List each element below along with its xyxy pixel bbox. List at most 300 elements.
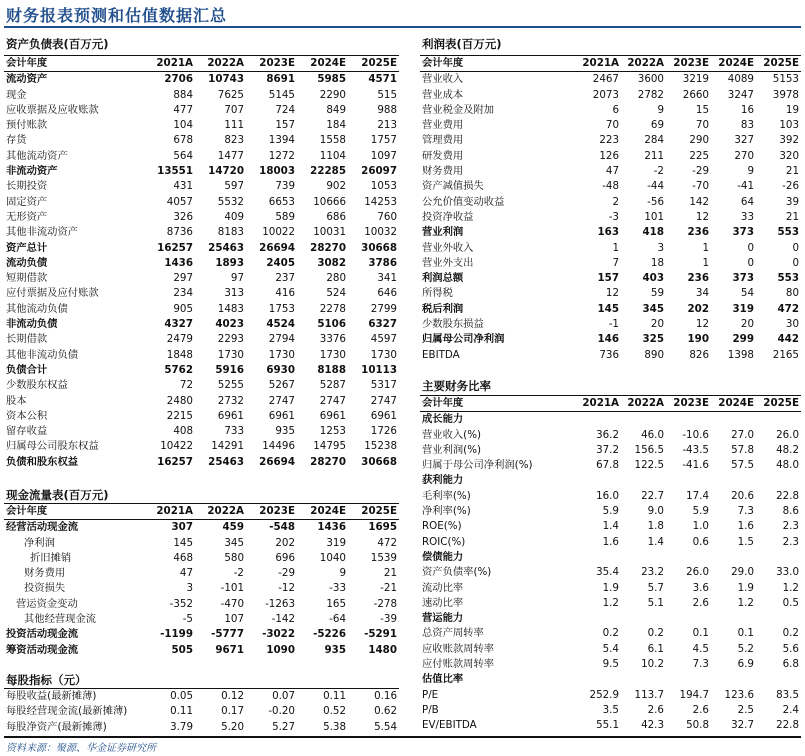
cell-value: 34	[695, 287, 709, 300]
cell-value: 373	[732, 272, 754, 285]
cell-value: 5.9	[692, 505, 709, 518]
table-row	[4, 455, 399, 470]
cell-value: 5317	[370, 379, 397, 392]
cell-value: 3786	[368, 256, 397, 269]
cell-value: 2480	[166, 394, 193, 407]
table-row	[4, 103, 399, 118]
cell-value: 47	[179, 567, 193, 580]
cell-value: -44	[647, 180, 664, 193]
row-label: 税后利润	[422, 302, 464, 315]
ratios-title: 主要财务比率	[422, 379, 491, 393]
row-label: 营业收入(%)	[422, 428, 482, 441]
cell-value	[576, 611, 621, 626]
cell-value: 320	[779, 149, 799, 162]
row-label: 管理费用	[422, 134, 464, 147]
cell-value: 2706	[164, 73, 193, 86]
cell-value: 8188	[317, 363, 346, 376]
cell-value: 211	[644, 149, 664, 162]
cell-value: 57.5	[731, 459, 754, 472]
cell-value: 884	[173, 88, 193, 101]
table-header-row	[420, 396, 801, 412]
cell-value: 325	[642, 333, 664, 346]
cell-value: 890	[644, 348, 664, 361]
cell-value: 26097	[361, 165, 397, 178]
cell-value: 5.54	[374, 720, 397, 733]
table-row	[4, 409, 399, 424]
cell-value: 905	[173, 302, 193, 315]
cell-value: -12	[278, 582, 295, 595]
cell-value: 5.27	[272, 720, 295, 733]
table-row	[420, 596, 801, 611]
cell-value: 184	[326, 119, 346, 132]
cell-value: 145	[173, 536, 193, 549]
table-row	[420, 348, 801, 363]
table-row	[4, 88, 399, 103]
cell-value: -548	[269, 521, 295, 534]
table-row	[420, 581, 801, 596]
table-row	[4, 439, 399, 454]
cell-value: 8691	[266, 73, 295, 86]
cell-value: 9.0	[647, 505, 664, 518]
cell-value: 202	[275, 536, 295, 549]
cell-value: 33	[740, 210, 754, 223]
cell-value: -33	[329, 582, 346, 595]
row-label: 流动负债	[6, 256, 48, 269]
table-row	[4, 581, 399, 596]
cell-value: 597	[224, 180, 244, 193]
cell-value: 3	[186, 582, 193, 595]
row-label: 少数股东权益	[6, 379, 68, 392]
cell-value: 3.6	[692, 581, 709, 594]
cell-value: 736	[599, 348, 619, 361]
cell-value	[666, 412, 711, 428]
cell-value: 1480	[368, 643, 397, 656]
table-row	[420, 489, 801, 504]
cell-value: 4571	[368, 73, 397, 86]
table-row	[420, 210, 801, 225]
cell-value: 319	[326, 536, 346, 549]
cell-value: 739	[275, 180, 295, 193]
row-label: 应收账款周转率	[422, 642, 495, 655]
cell-value: 10022	[262, 226, 295, 239]
header-year: 2022A	[621, 56, 666, 72]
cell-value: 0.62	[374, 705, 397, 718]
table-row	[4, 394, 399, 409]
cell-value: 2.5	[737, 703, 754, 716]
cell-value: 686	[326, 210, 346, 223]
row-label: 少数股东损益	[422, 318, 484, 331]
cell-value: 10666	[313, 195, 346, 208]
cell-value: 1.6	[737, 520, 754, 533]
cell-value: 1757	[370, 134, 397, 147]
table-row	[420, 550, 801, 565]
cell-value: 15	[695, 103, 709, 116]
cell-value: 107	[224, 613, 244, 626]
cell-value: 589	[275, 210, 295, 223]
row-label: 偿债能力	[422, 550, 464, 563]
header-label: 会计年度	[420, 396, 576, 412]
cell-value	[756, 672, 801, 687]
cell-value: 1558	[319, 134, 346, 147]
cell-value	[756, 412, 801, 428]
row-label: 折旧摊销	[30, 551, 72, 564]
cell-value: 5153	[772, 73, 799, 86]
cell-value: 25463	[208, 241, 244, 254]
header-label: 会计年度	[420, 56, 576, 72]
row-label: 毛利率(%)	[422, 489, 471, 502]
cell-value: 97	[230, 272, 244, 285]
cell-value: 392	[779, 134, 799, 147]
row-label: P/B	[422, 703, 439, 716]
cell-value: 760	[377, 210, 397, 223]
row-label: 营业利润(%)	[422, 443, 482, 456]
table-row	[420, 164, 801, 179]
title-rule	[4, 26, 801, 28]
table-row	[420, 428, 801, 443]
cell-value: 935	[324, 643, 346, 656]
cell-value: 194.7	[679, 688, 709, 701]
cell-value: 826	[689, 348, 709, 361]
cell-value: 30668	[361, 241, 397, 254]
cell-value: 4.5	[692, 642, 709, 655]
cell-value: 270	[734, 149, 754, 162]
cell-value: 22.8	[776, 489, 799, 502]
cell-value: 1253	[319, 425, 346, 438]
table-row	[420, 626, 801, 641]
cell-value	[711, 611, 756, 626]
income-title: 利润表(百万元)	[422, 37, 502, 51]
cell-value: 5287	[319, 379, 346, 392]
cell-value: 646	[377, 287, 397, 300]
cell-value: 678	[173, 134, 193, 147]
cell-value: 2	[612, 195, 619, 208]
cell-value: 6930	[266, 363, 295, 376]
cell-value: 280	[326, 272, 346, 285]
cell-value: 10422	[160, 440, 193, 453]
cell-value: 54	[740, 287, 754, 300]
table-row	[420, 72, 801, 88]
cell-value: 5.20	[221, 720, 244, 733]
cell-value: 0.1	[692, 627, 709, 640]
cell-value: 237	[275, 272, 295, 285]
row-label: 资产总计	[6, 241, 48, 254]
cell-value: 32.7	[731, 719, 754, 732]
cell-value: 225	[689, 149, 709, 162]
cell-value: 0	[747, 241, 754, 254]
table-row	[4, 332, 399, 347]
header-year: 2022A	[621, 396, 666, 412]
cell-value: 459	[222, 521, 244, 534]
cell-value: 16257	[157, 455, 193, 468]
row-label: 负债合计	[6, 363, 48, 376]
cell-value: 1090	[266, 643, 295, 656]
cell-value: 297	[173, 272, 193, 285]
cell-value	[666, 611, 711, 626]
cell-value: 1040	[319, 551, 346, 564]
cell-value: 0.2	[782, 627, 799, 640]
cell-value: 5.1	[647, 596, 664, 609]
table-row	[4, 348, 399, 363]
table-row	[4, 241, 399, 256]
cell-value: 2.6	[647, 703, 664, 716]
cell-value: -1263	[265, 597, 295, 610]
row-label: 营业外收入	[422, 241, 474, 254]
cell-value: 6	[612, 103, 619, 116]
cell-value: 2278	[319, 302, 346, 315]
cell-value: 418	[642, 226, 664, 239]
cell-value: 190	[687, 333, 709, 346]
cell-value: 3600	[637, 73, 664, 86]
row-label: 营业收入	[422, 73, 464, 86]
cell-value: 2479	[166, 333, 193, 346]
cell-value: 83	[740, 119, 754, 132]
cell-value: 2782	[637, 88, 664, 101]
cell-value: 6961	[319, 409, 346, 422]
table-row	[420, 332, 801, 347]
cell-value: 10.2	[641, 658, 664, 671]
row-label: 存货	[6, 134, 27, 147]
ratios-table	[420, 395, 801, 734]
cell-value: -142	[271, 613, 295, 626]
cell-value: 26694	[259, 241, 295, 254]
row-label: 净利润	[24, 536, 55, 549]
row-label: 无形资产	[6, 210, 48, 223]
cell-value: 22.7	[641, 489, 664, 502]
cell-value: 1695	[368, 521, 397, 534]
header-year: 2024E	[711, 56, 756, 72]
cashflow-table	[4, 503, 399, 658]
cell-value: 4057	[166, 195, 193, 208]
row-label: 现金	[6, 88, 27, 101]
cell-value: 3.5	[602, 703, 619, 716]
row-label: EV/EBITDA	[422, 719, 477, 732]
cell-value: 27.0	[731, 428, 754, 441]
row-label: 每股经营现金流(最新摊薄)	[6, 705, 128, 718]
cell-value: 8.6	[782, 505, 799, 518]
cell-value: 327	[734, 134, 754, 147]
cell-value: 163	[597, 226, 619, 239]
cell-value: -10.6	[682, 428, 709, 441]
row-label: 营运资金变动	[16, 597, 78, 610]
header-label: 会计年度	[4, 56, 144, 72]
row-label: 营业外支出	[422, 256, 474, 269]
table-row	[4, 164, 399, 179]
table-row	[420, 179, 801, 194]
cell-value: -26	[782, 180, 799, 193]
table-row	[4, 424, 399, 439]
cell-value: 5985	[317, 73, 346, 86]
cell-value: 70	[605, 119, 619, 132]
cell-value: 0.5	[782, 596, 799, 609]
cashflow-title: 现金流量表(百万元)	[6, 488, 109, 502]
table-row	[4, 317, 399, 332]
cell-value: 2794	[268, 333, 295, 346]
cell-value	[711, 550, 756, 565]
table-row	[4, 704, 399, 719]
row-label: 净利率(%)	[422, 505, 471, 518]
row-label: 筹资活动现金流	[6, 643, 79, 656]
pershare-title: 每股指标（元）	[6, 673, 87, 687]
cell-value: -5291	[364, 628, 397, 641]
cell-value: 67.8	[596, 459, 619, 472]
cell-value	[576, 412, 621, 428]
page-title: 财务报表预测和估值数据汇总	[6, 6, 228, 25]
cell-value: 935	[275, 425, 295, 438]
table-row	[4, 118, 399, 133]
cell-value: 252.9	[589, 688, 619, 701]
cell-value: 5.6	[782, 642, 799, 655]
cell-value: 403	[642, 272, 664, 285]
row-label: 所得税	[422, 287, 453, 300]
cell-value: 0	[792, 256, 799, 269]
cell-value: 1.2	[737, 596, 754, 609]
cell-value: 12	[605, 287, 619, 300]
row-label: 研发费用	[422, 149, 464, 162]
row-label: 投资活动现金流	[6, 628, 79, 641]
cell-value: -64	[329, 613, 346, 626]
header-year: 2021A	[144, 56, 195, 72]
cell-value: 345	[642, 302, 664, 315]
row-label: 流动比率	[422, 581, 464, 594]
table-row	[420, 286, 801, 301]
cell-value: -56	[647, 195, 664, 208]
cell-value: 2405	[266, 256, 295, 269]
cell-value: 1730	[217, 348, 244, 361]
table-row	[4, 286, 399, 301]
cell-value	[576, 473, 621, 488]
cell-value: 5532	[217, 195, 244, 208]
cell-value	[666, 550, 711, 565]
row-label: 非流动负债	[6, 318, 58, 331]
cell-value: 2747	[268, 394, 295, 407]
cell-value: 80	[785, 287, 799, 300]
cell-value: 18003	[259, 165, 295, 178]
cell-value: 1.4	[647, 535, 664, 548]
row-label: 留存收益	[6, 425, 48, 438]
cell-value: 10743	[208, 73, 244, 86]
cell-value: -1	[608, 318, 619, 331]
cell-value: 0.16	[348, 689, 399, 705]
row-label: 其他经营现金流	[24, 613, 97, 626]
cell-value: -101	[220, 582, 244, 595]
cell-value: 12	[695, 210, 709, 223]
table-row	[4, 210, 399, 225]
cell-value: 2.3	[782, 520, 799, 533]
cell-value: 1730	[319, 348, 346, 361]
cell-value: 515	[377, 88, 397, 101]
cell-value: 21	[383, 567, 397, 580]
row-label: 应付票据及应付账款	[6, 287, 99, 300]
cell-value: 35.4	[596, 566, 619, 579]
cell-value: 10113	[361, 363, 397, 376]
cell-value	[621, 412, 666, 428]
cell-value: 3082	[317, 256, 346, 269]
cell-value: 2747	[319, 394, 346, 407]
cell-value: 3978	[772, 88, 799, 101]
cell-value: 1.2	[782, 581, 799, 594]
row-label: 其他流动资产	[6, 149, 68, 162]
cell-value: 16257	[157, 241, 193, 254]
cell-value: 2215	[166, 409, 193, 422]
cell-value: 223	[599, 134, 619, 147]
table-row	[4, 378, 399, 393]
cell-value: 4089	[727, 73, 754, 86]
cell-value: 59	[650, 287, 664, 300]
header-year: 2023E	[666, 396, 711, 412]
cell-value: 416	[275, 287, 295, 300]
cell-value: 13551	[157, 165, 193, 178]
cell-value: 1730	[370, 348, 397, 361]
cell-value: 33.0	[776, 566, 799, 579]
cell-value: 123.6	[724, 688, 754, 701]
cell-value: 46.0	[641, 428, 664, 441]
cell-value: 234	[173, 287, 193, 300]
cell-value: 4327	[164, 318, 193, 331]
cell-value: 0	[792, 241, 799, 254]
table-row	[4, 643, 399, 658]
cell-value: -2	[233, 567, 244, 580]
cell-value: -5777	[211, 628, 244, 641]
cell-value: 20	[740, 318, 754, 331]
row-label: ROE(%)	[422, 520, 462, 533]
table-row	[4, 133, 399, 148]
header-year: 2023E	[246, 56, 297, 72]
cell-value: 20.6	[731, 489, 754, 502]
table-row	[420, 271, 801, 286]
cell-value: 6.9	[737, 658, 754, 671]
cell-value: 202	[687, 302, 709, 315]
cell-value: 290	[689, 134, 709, 147]
income-table	[420, 55, 801, 363]
cell-value: 2.4	[782, 703, 799, 716]
cell-value: 36.2	[596, 428, 619, 441]
cell-value: 2799	[370, 302, 397, 315]
cell-value: 5762	[164, 363, 193, 376]
cell-value: 103	[779, 119, 799, 132]
cell-value: 1730	[268, 348, 295, 361]
cell-value: 1097	[370, 149, 397, 162]
table-row	[4, 363, 399, 378]
cell-value: 6.8	[782, 658, 799, 671]
cell-value: 1.9	[737, 581, 754, 594]
header-year: 2022A	[195, 504, 246, 520]
cell-value: 22.8	[776, 719, 799, 732]
row-label: 资产负债率(%)	[422, 566, 492, 579]
cell-value: 113.7	[634, 688, 664, 701]
table-row	[420, 688, 801, 703]
cell-value: 14253	[364, 195, 397, 208]
cell-value: 0.2	[647, 627, 664, 640]
row-label: 固定资产	[6, 195, 48, 208]
cell-value: 42.3	[641, 719, 664, 732]
cell-value: 26.0	[686, 566, 709, 579]
cell-value: 988	[377, 103, 397, 116]
cell-value: 2.3	[782, 535, 799, 548]
cell-value: 2293	[217, 333, 244, 346]
cell-value: 0.17	[221, 705, 244, 718]
cell-value: -3	[608, 210, 619, 223]
cell-value: 0.1	[737, 627, 754, 640]
cell-value: 1394	[268, 134, 295, 147]
cell-value: -352	[169, 597, 193, 610]
cell-value: -5	[182, 613, 193, 626]
row-label: 其他流动负债	[6, 302, 68, 315]
cell-value: 28270	[310, 241, 346, 254]
cell-value: 8736	[166, 226, 193, 239]
row-label: 非流动资产	[6, 165, 58, 178]
balance-title: 资产负债表(百万元)	[6, 37, 109, 51]
cell-value: 7625	[217, 88, 244, 101]
